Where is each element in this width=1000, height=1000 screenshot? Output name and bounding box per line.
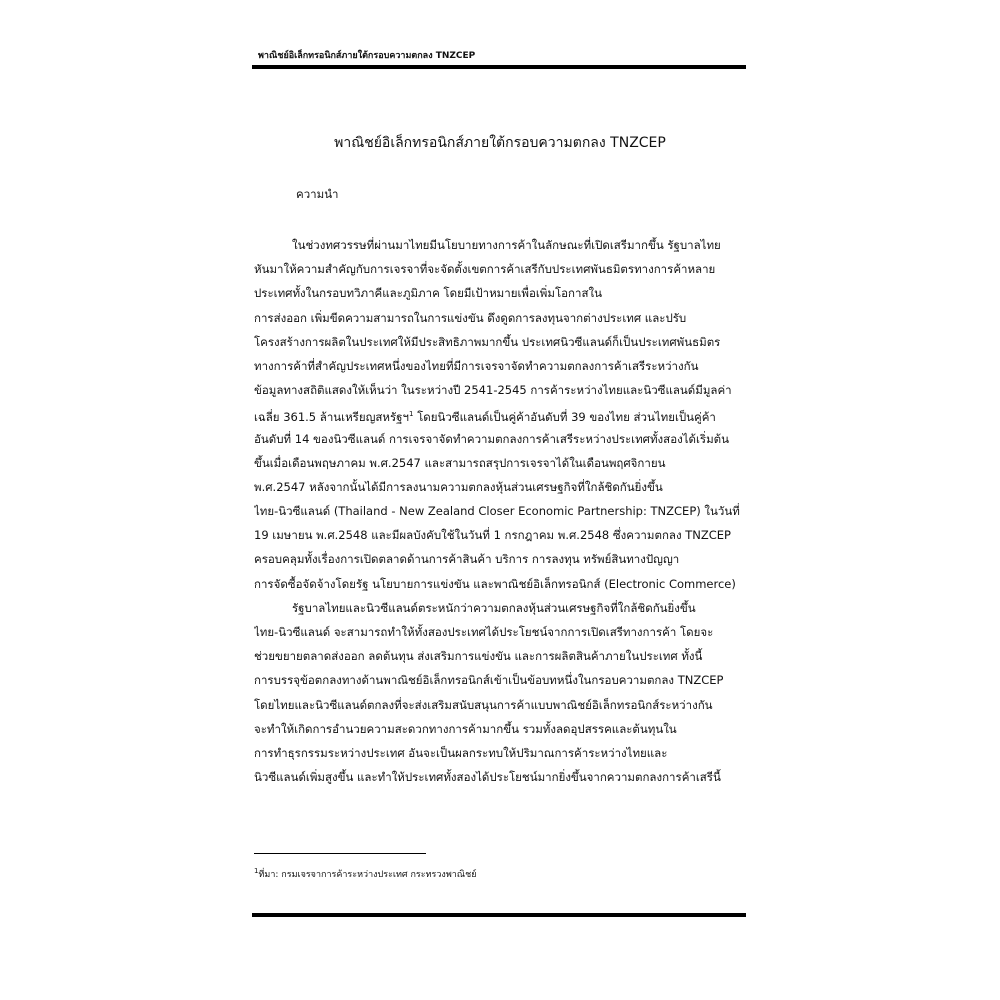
section-heading: ความนำ [296,187,339,201]
text-line-start: เฉลี่ย 361.5 ล้านเหรียญสหรัฐฯ [254,410,409,425]
text-line: ข้อมูลทางสถิติแสดงให้เห็นว่า ในระหว่างปี 2541-2545 การค้าระหว่างไทยและนิวซีแลนด์มีมูลค่า [254,383,732,398]
body-text [254,233,746,789]
footnote [254,867,477,881]
text-line [254,402,746,426]
text-line: รัฐบาลไทยและนิวซีแลนด์ตระหนักว่าความตกลงหุ้นส่วนเศรษฐกิจที่ใกล้ชิดกันยิ่งขึ้น [292,600,696,615]
text-line: การทำธุรกรรมระหว่างประเทศ อันจะเป็นผลกระทบให้ปริมาณการค้าระหว่างไทยและ [254,745,668,760]
document-title: พาณิชย์อิเล็กทรอนิกส์ภายใต้กรอบความตกลง TNZCEP [334,135,666,151]
text-line: นิวซีแลนด์เพิ่มสูงขึ้น และทำให้ประเทศทั้งสองได้ประโยชน์มากยิ่งขึ้นจากความตกลงการค้าเสรีนี้ [254,770,721,785]
text-line: ประเทศทั้งในกรอบทวิภาคีและภูมิภาค โดยมีเป้าหมายเพื่อเพิ่มโอกาสใน [254,286,602,301]
text-line: อันดับที่ 14 ของนิวซีแลนด์ การเจรจาจัดทำความตกลงการค้าเสรีระหว่างประเทศทั้งสองได้เริ่มต้น [254,431,729,446]
text-line: ไทย-นิวซีแลนด์ จะสามารถทำให้ทั้งสองประเทศได้ประโยชน์จากการเปิดเสรีทางการค้า โดยจะ [254,625,714,639]
text-line: ช่วยขยายตลาดส่งออก ลดต้นทุน ส่งเสริมการแข่งขัน และการผลิตสินค้าภายในประเทศ ทั้งนี้ [254,649,703,664]
footnote-marker: 1 [254,867,259,875]
text-line-end: โดยนิวซีแลนด์เป็นคู่ค้าอันดับที่ 39 ของไทย ส่วนไทยเป็นคู่ค้า [417,410,716,425]
text-line: พ.ศ.2547 หลังจากนั้นได้มีการลงนามความตกลงหุ้นส่วนเศรษฐกิจที่ใกล้ชิดกันยิ่งขึ้น [254,479,663,494]
text-line: หันมาให้ความสำคัญกับการเจรจาที่จะจัดตั้งเขตการค้าเสรีกับประเทศพันธมิตรทางการค้าหลาย [254,262,716,277]
text-line: ทางการค้าที่สำคัญประเทศหนึ่งของไทยที่มีการเจรจาจัดทำความตกลงการค้าเสรีระหว่างกัน [254,358,699,373]
text-line: ขึ้นเมื่อเดือนพฤษภาคม พ.ศ.2547 และสามารถสรุปการเจรจาได้ในเดือนพฤศจิกายน [254,455,666,470]
text-line: การจัดซื้อจัดจ้างโดยรัฐ นโยบายการแข่งขัน และพาณิชย์อิเล็กทรอนิกส์ (Electronic Commerce) [254,576,736,591]
text-line: จะทำให้เกิดการอำนวยความสะดวกทางการค้ามากขึ้น รวมทั้งลดอุปสรรคและต้นทุนใน [254,721,677,736]
footnote-reference: 1 [408,410,414,419]
text-line: โครงสร้างการผลิตในประเทศให้มีประสิทธิภาพมากขึ้น ประเทศนิวซีแลนด์ก็เป็นประเทศพันธมิตร [254,334,721,349]
text-line: การบรรจุข้อตกลงทางด้านพาณิชย์อิเล็กทรอนิกส์เข้าเป็นข้อบทหนึ่งในกรอบความตกลง TNZCEP [254,673,724,688]
text-line: การส่งออก เพิ่มขีดความสามารถในการแข่งขัน ดึงดูดการลงทุนจากต่างประเทศ และปรับ [254,310,687,325]
footnote-divider [254,853,426,854]
text-line: ในช่วงทศวรรษที่ผ่านมาไทยมีนโยบายทางการค้าในลักษณะที่เปิดเสรีมากขึ้น รัฐบาลไทย [292,238,721,252]
footnote-text: ที่มา: กรมเจรจาการค้าระหว่างประเทศ กระทรวงพาณิชย์ [258,870,477,880]
text-line: ครอบคลุมทั้งเรื่องการเปิดตลาดด้านการค้าสินค้า บริการ การลงทุน ทรัพย์สินทางปัญญา [254,552,680,567]
header-rule [252,65,746,69]
text-line: ไทย-นิวซีแลนด์ (Thailand - New Zealand Closer Economic Partnership: TNZCEP) ในวันที่ [254,504,740,519]
text-line: โดยไทยและนิวซีแลนด์ตกลงที่จะส่งเสริมสนับสนุนการค้าแบบพาณิชย์อิเล็กทรอนิกส์ระหว่างกัน [254,697,713,712]
footer-rule [252,913,746,917]
running-header: พาณิชย์อิเล็กทรอนิกส์ภายใต้กรอบความตกลง TNZCEP [258,51,476,61]
text-line: 19 เมษายน พ.ศ.2548 และมีผลบังคับใช้ในวันที่ 1 กรกฎาคม พ.ศ.2548 ซึ่งความตกลง TNZCEP [254,528,731,543]
